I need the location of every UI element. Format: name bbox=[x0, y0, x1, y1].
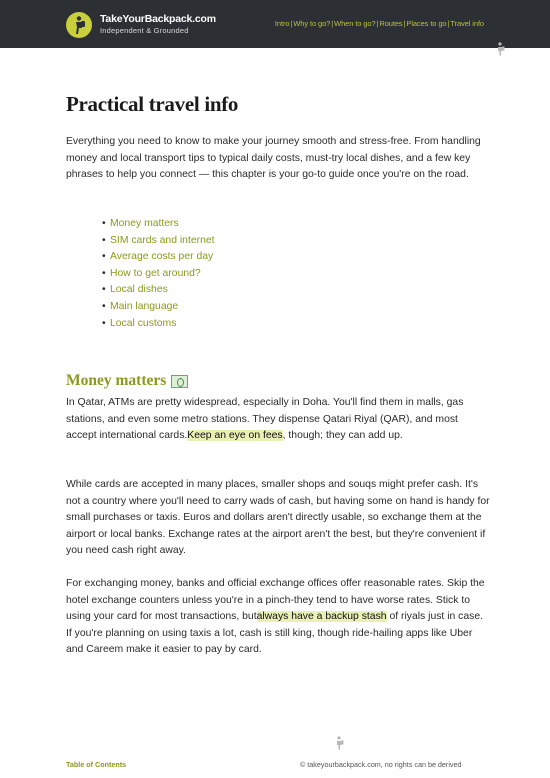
toc-link-main-language[interactable]: Main language bbox=[110, 300, 179, 312]
money-paragraph-3 bbox=[66, 576, 490, 659]
brand-tagline: Independent & Grounded bbox=[100, 26, 189, 35]
toc-link-sim-cards[interactable]: SIM cards and internet bbox=[110, 234, 215, 246]
nav-travel-info[interactable]: Travel info bbox=[450, 19, 484, 28]
hiker-icon bbox=[333, 736, 345, 755]
nav-why-to-go[interactable]: Why to go? bbox=[293, 19, 331, 28]
backpack-logo-icon[interactable] bbox=[66, 12, 92, 38]
toc-item bbox=[102, 233, 215, 250]
paragraph-text: For exchanging money, banks and official exchange offices offer reasonable rates. Skip the hotel exchange counters unless you're in a pinch-they tend to have worse rates. Stick to using your card for most transactions, but bbox=[66, 578, 485, 623]
paragraph-text: of riyals just in case. If you're planning on using taxis a lot, cash is still king, though ride-hailing apps like Uber and Careem make it easier to pay by card. bbox=[66, 611, 484, 656]
toc-item bbox=[102, 216, 215, 233]
toc-item bbox=[102, 299, 215, 316]
bullet-icon: • bbox=[102, 300, 106, 312]
toc-link-local-customs[interactable]: Local customs bbox=[110, 317, 177, 329]
nav-intro[interactable]: Intro bbox=[274, 19, 290, 28]
bullet-icon: • bbox=[102, 234, 106, 246]
paragraph-text: In Qatar, ATMs are pretty widespread, especially in Doha. You'll find them in malls, gas stations, and even some metro stations. They dispense Qatari Riyal (QAR), and most accept international cards. bbox=[66, 397, 464, 442]
chapter-toc bbox=[102, 216, 215, 332]
toc-item bbox=[102, 266, 215, 283]
toc-item bbox=[102, 282, 215, 299]
nav-separator: | bbox=[331, 19, 334, 28]
banknote-icon bbox=[171, 375, 188, 388]
nav-places-to-go[interactable]: Places to go bbox=[406, 19, 447, 28]
bullet-icon: • bbox=[102, 267, 106, 279]
hiker-icon bbox=[494, 42, 506, 61]
nav-routes[interactable]: Routes bbox=[379, 19, 403, 28]
bullet-icon: • bbox=[102, 251, 106, 263]
paragraph-text: , though; they can add up. bbox=[282, 430, 403, 442]
intro-paragraph: Everything you need to know to make your journey smooth and stress-free. From handling money and local transport tips to typical daily costs, must-try local dishes, and a few key phrases to help you connect — this chapter is your go-to guide once you're on the road. bbox=[66, 136, 481, 181]
toc-link-money-matters[interactable]: Money matters bbox=[110, 218, 179, 229]
toc-link-average-costs[interactable]: Average costs per day bbox=[110, 251, 214, 263]
toc-item bbox=[102, 249, 215, 266]
nav-separator: | bbox=[403, 19, 406, 28]
highlighted-text: Keep an eye on fees bbox=[187, 430, 283, 442]
highlighted-text: always have a backup stash bbox=[256, 611, 387, 623]
top-nav bbox=[275, 19, 484, 28]
nav-when-to-go[interactable]: When to go? bbox=[334, 19, 376, 28]
nav-separator: | bbox=[290, 19, 293, 28]
toc-link-local-dishes[interactable]: Local dishes bbox=[110, 284, 168, 296]
bullet-icon: • bbox=[102, 284, 106, 296]
toc-item bbox=[102, 316, 215, 333]
copyright-notice: © takeyourbackpack.com, no rights can be derived bbox=[300, 760, 462, 769]
section-heading-text: Money matters bbox=[66, 372, 167, 389]
section-heading-money bbox=[66, 372, 188, 390]
page-title: Practical travel info bbox=[66, 92, 239, 116]
money-paragraph-1 bbox=[66, 395, 490, 445]
site-header bbox=[0, 0, 550, 48]
money-paragraph-2: While cards are accepted in many places, smaller shops and souqs might prefer cash. It's not a country where you'll need to carry wads of cash, but having some on hand is handy for small purchases or taxis. Euros and dollars aren't directly usable, so exchange them at the airport or local banks. Exchange rates at the airport aren't the best, but they're convenient if you need cash right away. bbox=[66, 479, 490, 557]
nav-separator: | bbox=[376, 19, 379, 28]
nav-separator: | bbox=[447, 19, 450, 28]
brand-name[interactable]: TakeYourBackpack.com bbox=[100, 13, 216, 25]
bullet-icon: • bbox=[102, 218, 106, 229]
table-of-contents-link[interactable]: Table of Contents bbox=[66, 760, 127, 769]
bullet-icon: • bbox=[102, 317, 106, 329]
toc-link-get-around[interactable]: How to get around? bbox=[110, 267, 201, 279]
